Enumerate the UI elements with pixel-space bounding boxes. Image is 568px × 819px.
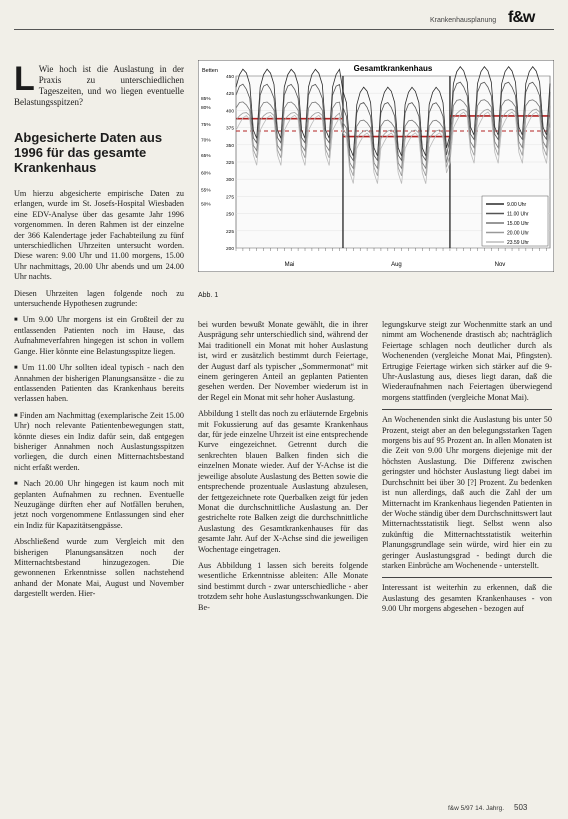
y-tick-label: 250 xyxy=(225,212,234,218)
percent-tick-label: 50% xyxy=(201,202,211,208)
legend-label: 15.00 Uhr xyxy=(507,221,529,227)
percent-tick-label: 55% xyxy=(201,188,211,194)
hypothesis-item: ■ Um 9.00 Uhr morgens ist ein Großteil der zu entlassenden Patienten noch im Hause, das Aufnahmeverfahren hingegen ist schon in vollem Gange. Hier könnte eine Belastungsspitze liegen. xyxy=(14,315,184,357)
paragraph: legungskurve steigt zur Wochenmitte stark an und nimmt am Wochenende drastisch ab; nachträglich Feiertage schlagen noch deutlicher durch als Wochenenden (vergleiche Monat Mai, Pfingsten). Ertrugige Feiertage wirken sich stärker auf die 9-Uhr-Auslastung aus, dieses liegt daran, daß die Wiederaufnahmen nach Feiertagen überwiegend morgens stattfinden (vergleiche Monat Mai). xyxy=(382,320,552,402)
intro-paragraph xyxy=(14,60,184,108)
paragraph: Interessant ist weiterhin zu erkennen, daß die Auslastung des gesamten Krankenhauses - von 9.00 Uhr morgens abgesehen - bezogen auf xyxy=(382,577,552,614)
legend-label: 20.00 Uhr xyxy=(507,230,529,237)
journal-logo: f&w xyxy=(508,9,535,26)
column-2 xyxy=(198,320,368,619)
column-1 xyxy=(14,60,185,606)
legend-label: 23.59 Uhr xyxy=(507,240,529,246)
month-label: Nov xyxy=(494,262,506,268)
y-tick-label: 225 xyxy=(225,229,234,235)
percent-tick-label: 60% xyxy=(201,171,211,177)
column-3 xyxy=(382,320,552,621)
y-tick-label: 400 xyxy=(225,109,234,115)
y-tick-label: 375 xyxy=(225,126,234,132)
y-axis-label: Betten xyxy=(202,68,218,74)
hypothesis-item: ■ Nach 20.00 Uhr hingegen ist kaum noch mit geplanten Aufnahmen zu rechnen. Eventuelle Neuzugänge dürften eher auf Notfällen beruhen, jetzt noch vorgenommene Entlassungen sind eher ein Indiz für Kapazitätsengpässe. xyxy=(14,479,184,531)
footer-journal: f&w 5/97 14. Jahrg. xyxy=(448,805,505,812)
page-number: 503 xyxy=(514,803,528,812)
month-label: Mai xyxy=(284,262,295,268)
paragraph: Abschließend wurde zum Vergleich mit den bisherigen Planungsansätzen noch der Mitternachtsbestand hinzugezogen. Die gewonnenen Erkenntnisse sollen nachstehend anhand der Monate Mai, August und November dargestellt werden. Hier- xyxy=(14,537,184,599)
paragraph: bei wurden bewußt Monate gewählt, die in ihrer Ausprägung sehr unterschiedlich sind, während der Mai traditionell ein Monat mit hoher Auslastung ist, wird er zusätzlich bestimmt durch Feiertage, der August darf als typischer „Sommermonat“ mit einem geringeren Anteil an geplanten Patienten gesehen werden. Der November wiederum ist in der Regel ein Monat mit sehr hoher Auslastung. xyxy=(198,320,368,402)
y-tick-label: 200 xyxy=(225,247,234,252)
intro-text: Wie hoch ist die Auslastung in der Praxis zu unterschiedlichen Tageszeiten, und wo liegen eventuelle Belastungsspitzen? xyxy=(14,64,184,107)
paragraph: Um hierzu abgesicherte empirische Daten zu erlangen, wurde im St. Josefs-Hospital Wiesbaden eine EDV-Analyse über das gesamte Jahr 1996 vorgenommen. In deren Rahmen ist der einzelne der 366 Kalendertage jeder Fachabteilung zu fünf unterschiedlichen Uhrzeiten untersucht worden. Diese waren: 9.00 Uhr und 11.00 morgens, 15.00 Uhr nachmittags, 20.00 Uhr abends und um 24.00 Uhr nachts. xyxy=(14,189,184,282)
y-tick-label: 275 xyxy=(225,195,234,201)
paragraph: Diesen Uhrzeiten lagen folgende noch zu untersuchende Hypothesen zugrunde: xyxy=(14,288,184,309)
percent-tick-label: 85% xyxy=(201,97,211,103)
figure-caption: Abb. 1 xyxy=(198,292,219,299)
section-rubric: Krankenhausplanung xyxy=(430,17,497,24)
legend-label: 9.00 Uhr xyxy=(507,202,527,208)
legend-label: 11.00 Uhr xyxy=(507,211,529,218)
percent-tick-label: 70% xyxy=(201,138,211,144)
paragraph: Aus Abbildung 1 lassen sich bereits folgende wesentliche Erkenntnisse ableiten: Alle Monate sind bestimmt durch - zwar unterschiedliche - aber trotzdem sehr hohe Auslastungsschwankungen. Die Be- xyxy=(198,560,368,612)
hypothesis-item: ■ Um 11.00 Uhr sollten ideal typisch - nach den Annahmen der bisherigen Planungsansätze - die zu entlassenden Patienten das Krankenhaus bereits verlassen haben. xyxy=(14,363,184,405)
y-tick-label: 300 xyxy=(225,178,234,184)
occupancy-chart xyxy=(198,60,554,272)
chart-svg xyxy=(198,60,554,272)
percent-tick-label: 75% xyxy=(201,123,211,129)
page-footer xyxy=(448,803,527,812)
hypothesis-item: ■ Finden am Nachmittag (exemplarische Zeit 15.00 Uhr) noch relevante Patientenbewegungen statt, könnte dieses ein Indiz dafür sein, daß entgegen bisheriger Annahmen noch Auslastungsspitzen vorliegen, die durch einen Mitternachtsbestand nicht erfaßt werden. xyxy=(14,411,184,473)
paragraph: An Wochenenden sinkt die Auslastung bis unter 50 Prozent, steigt aber an den belegungsstarken Tagen morgens bis auf 95 Prozent an. In allen Monaten ist die Zeit von 9.00 Uhr morgens diejenige mit der höchsten Auslastung. Die Differenz zwischen geringster und höchster Auslastung liegt dabei im Durchschnitt bei über 30 [?] Prozent. Zu bedenken ist nun allerdings, daß auch die Zahl der um Mitternacht im Krankenhaus liegenden Patienten in der Woche ständig über dem Durchschnittswert laut Mitternachtsstatistik liegt. Selbst wenn also zukünftig die Mitternachtsstatistik weiterhin Planungsgrundlage sein würde, wird hier ein zu geringer Auslastungsgrad - bedingt durch die starken Einbrüche am Wochenende - unterstellt. xyxy=(382,409,552,571)
month-label: Aug xyxy=(391,262,402,268)
paragraph: Abbildung 1 stellt das noch zu erläuternde Ergebnis mit Fokussierung auf das gesamte Krankenhaus dar, für jede einzelne Uhrzeit ist eine entsprechende Kurve eingezeichnet. Getrennt durch die senkrechten blauen Balken finden sich die einzelnen Monate wieder. Auf der Y-Achse ist die jeweilige absolute Auslastung des Betten sowie die entsprechende prozentuale Auslastung abzulesen, der fettgezeichnete rote Querbalken zeigt für jeden Monat die durchschnittliche Auslastung an. Der gestrichelte rote Balken zeigt die durchschnittliche Auslastung des Gesamtkrankenhauses für das gesamte Jahr. Auf der X-Achse sind die jeweiligen Wochentage eingetragen. xyxy=(198,409,368,554)
header-rule xyxy=(14,29,554,30)
y-tick-label: 425 xyxy=(225,92,234,98)
drop-cap: L xyxy=(14,60,35,98)
section-heading: Abgesicherte Daten aus 1996 für das gesamte Krankenhaus xyxy=(14,130,163,175)
percent-tick-label: 65% xyxy=(201,154,211,160)
y-tick-label: 350 xyxy=(225,143,234,149)
y-tick-label: 325 xyxy=(225,161,234,166)
percent-tick-label: 80% xyxy=(201,105,211,111)
chart-title: Gesamtkrankenhaus xyxy=(353,64,433,73)
y-tick-label: 450 xyxy=(225,75,234,80)
